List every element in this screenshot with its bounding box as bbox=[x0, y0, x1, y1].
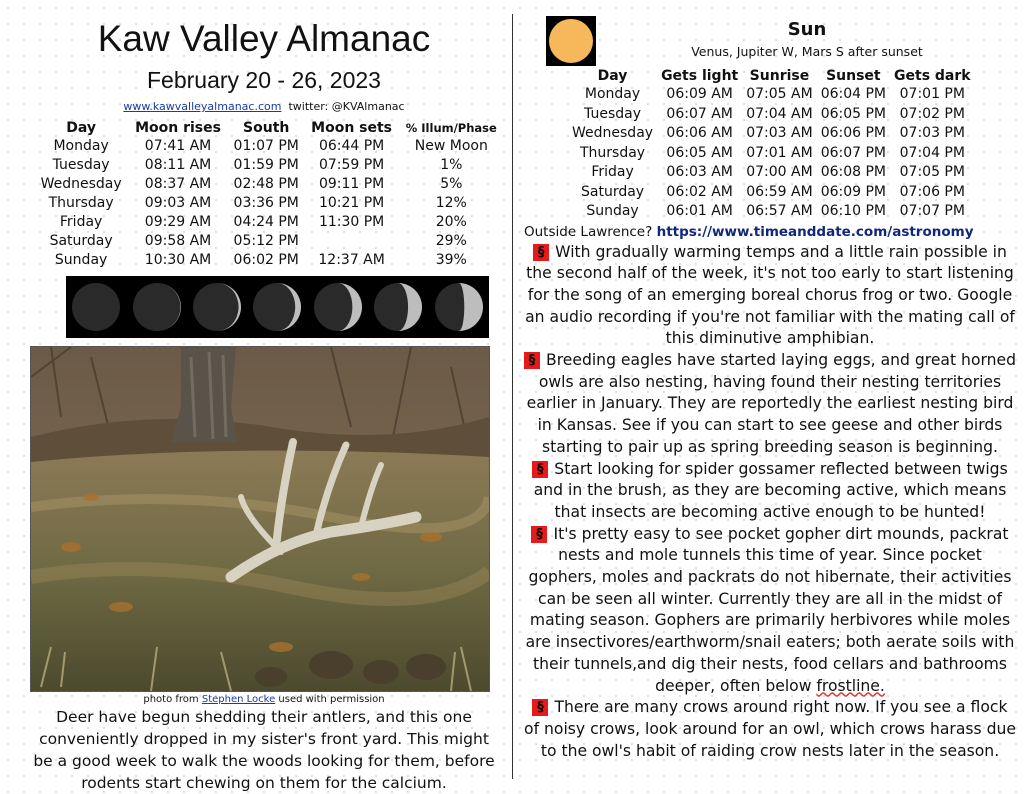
table-row bbox=[34, 175, 504, 194]
outside-lawrence bbox=[524, 224, 1016, 240]
moon-phase-icon bbox=[312, 281, 364, 333]
cell: Thursday bbox=[579, 144, 646, 161]
cell: Monday bbox=[584, 86, 641, 102]
list-item bbox=[524, 350, 1016, 459]
item-text: It's pretty easy to see pocket gopher dirt mounds, packrat nests and mole tunnels this time of year. Since pocket gophers, moles and packrats do not hibernate, their activities can be seen all winter. Currently they are all in the midst of mating season. Gophers are primarily herbivores while moles are insectivores/earthworm/snail eaters; both aerate soils with their tunnels,and dig their nests, food cellars and bathrooms deeper, often below bbox=[525, 524, 1015, 695]
cell: 1% bbox=[440, 157, 463, 173]
col-sunset: Sunset bbox=[826, 68, 881, 84]
col-south: South bbox=[243, 120, 290, 136]
right-column bbox=[524, 8, 1016, 762]
photo-credit bbox=[30, 694, 498, 705]
cell: 01:59 PM bbox=[233, 157, 299, 173]
cell: 09:58 AM bbox=[144, 233, 212, 249]
moon-phase-icon bbox=[372, 281, 424, 333]
table-row bbox=[34, 137, 504, 156]
cell: 07:07 PM bbox=[899, 203, 965, 219]
cell: 02:48 PM bbox=[233, 176, 299, 192]
cell: 08:37 AM bbox=[144, 176, 212, 192]
table-row bbox=[572, 124, 979, 144]
cell: 07:04 PM bbox=[899, 144, 965, 161]
cell: New Moon bbox=[414, 138, 488, 154]
cell: 11:30 PM bbox=[318, 214, 385, 230]
col-illum-phase: % Illum/Phase bbox=[405, 121, 497, 135]
twitter-handle: twitter: @KVAlmanac bbox=[288, 100, 405, 113]
outside-label: Outside Lawrence? bbox=[524, 223, 653, 240]
cell: 06:09 PM bbox=[820, 183, 887, 200]
cell: 06:07 PM bbox=[820, 144, 887, 161]
col-sunrise: Sunrise bbox=[749, 68, 810, 84]
cell: 07:03 AM bbox=[746, 125, 813, 141]
cell: 07:01 PM bbox=[899, 86, 965, 102]
cell: 07:03 PM bbox=[899, 125, 965, 141]
cell: 06:06 PM bbox=[820, 125, 887, 141]
list-item bbox=[524, 697, 1016, 762]
cell: 06:10 PM bbox=[820, 203, 887, 219]
cell: 07:05 AM bbox=[746, 86, 813, 102]
antler-photo bbox=[30, 346, 490, 692]
cell: 06:09 AM bbox=[666, 86, 733, 102]
cell: 01:07 PM bbox=[233, 138, 299, 154]
photographer-link[interactable]: Stephen Locke bbox=[201, 694, 276, 705]
cell: Tuesday bbox=[52, 157, 110, 173]
cell: 06:44 PM bbox=[318, 138, 385, 154]
table-row bbox=[34, 232, 504, 251]
section-bullet-icon: § bbox=[531, 526, 547, 543]
moon-phase-icon bbox=[131, 281, 183, 333]
cell: Saturday bbox=[49, 233, 113, 249]
date-range: February 20 - 26, 2023 bbox=[147, 67, 381, 93]
table-row bbox=[572, 85, 979, 105]
cell: 10:21 PM bbox=[318, 195, 385, 211]
cell: Friday bbox=[591, 164, 634, 180]
almanac-items bbox=[524, 242, 1016, 763]
cell: 08:11 AM bbox=[144, 157, 212, 173]
col-moon-sets: Moon sets bbox=[311, 120, 393, 136]
cell: 09:29 AM bbox=[144, 214, 212, 230]
cell bbox=[305, 232, 399, 251]
table-row bbox=[572, 163, 979, 183]
cell: Sunday bbox=[586, 203, 639, 219]
col-day: Day bbox=[66, 120, 96, 136]
cell: 07:02 PM bbox=[899, 105, 965, 122]
cell: 06:04 PM bbox=[820, 86, 887, 102]
cell: 09:11 PM bbox=[318, 176, 385, 192]
cell: 07:05 PM bbox=[899, 164, 965, 180]
moon-table bbox=[34, 119, 504, 270]
cell: 07:01 AM bbox=[746, 144, 813, 161]
table-row bbox=[572, 105, 979, 125]
list-item bbox=[524, 524, 1016, 698]
cell: 39% bbox=[435, 252, 467, 268]
cell: 04:24 PM bbox=[233, 214, 299, 230]
table-row bbox=[34, 213, 504, 232]
cell: Monday bbox=[53, 138, 109, 154]
moon-phase-strip bbox=[66, 276, 489, 338]
credit-prefix: photo from bbox=[143, 694, 199, 705]
moon-phase-icon bbox=[251, 281, 303, 333]
cell: 06:57 AM bbox=[746, 203, 813, 219]
cell: 10:30 AM bbox=[144, 252, 212, 268]
cell: 5% bbox=[440, 176, 463, 192]
section-bullet-icon: § bbox=[532, 461, 548, 478]
cell: Wednesday bbox=[40, 176, 122, 192]
section-bullet-icon: § bbox=[533, 244, 549, 261]
cell: 06:05 AM bbox=[666, 144, 733, 161]
moon-phase-icon bbox=[433, 281, 485, 333]
cell: 06:59 AM bbox=[746, 183, 813, 200]
web-links bbox=[30, 100, 498, 113]
cell: Tuesday bbox=[584, 105, 642, 122]
cell: 05:12 PM bbox=[233, 233, 299, 249]
list-item bbox=[524, 459, 1016, 524]
cell: 20% bbox=[435, 214, 467, 230]
section-bullet-icon: § bbox=[524, 352, 540, 369]
cell: 07:06 PM bbox=[899, 183, 965, 200]
antler-photo-image bbox=[31, 347, 489, 691]
item-text: There are many crows around right now. If you see a flock of noisy crows, look around for an owl, which crows harass due to the owl's habit of raiding crow nests later in the season. bbox=[524, 698, 1016, 760]
table-row bbox=[34, 156, 504, 175]
cell: Sunday bbox=[54, 252, 108, 268]
cell: Saturday bbox=[580, 183, 645, 200]
column-divider bbox=[512, 14, 513, 779]
cell: 06:02 AM bbox=[666, 183, 733, 200]
table-row bbox=[34, 194, 504, 213]
cell: 06:05 PM bbox=[820, 105, 887, 122]
sun-title: Sun bbox=[787, 19, 827, 40]
cell: 06:01 AM bbox=[666, 203, 733, 219]
credit-suffix: used with permission bbox=[278, 694, 385, 705]
cell: 06:06 AM bbox=[666, 125, 733, 141]
sun-table bbox=[572, 67, 979, 222]
cell: 12:37 AM bbox=[318, 252, 385, 268]
cell: 07:41 AM bbox=[144, 138, 212, 154]
left-column bbox=[30, 8, 498, 794]
cell: 12% bbox=[435, 195, 467, 211]
cell: Wednesday bbox=[572, 125, 654, 141]
spellcheck-word: frostline. bbox=[816, 676, 885, 695]
col-day: Day bbox=[597, 68, 628, 84]
cell: 06:02 PM bbox=[233, 252, 299, 268]
table-row bbox=[572, 144, 979, 164]
cell: 06:03 AM bbox=[666, 164, 733, 180]
cell: 07:00 AM bbox=[746, 164, 813, 180]
planets-note: Venus, Jupiter W, Mars S after sunset bbox=[691, 44, 923, 59]
item-text: Start looking for spider gossamer reflected between twigs and in the brush, as they are becoming active, which means that insects are becoming active enough to be hunted! bbox=[533, 459, 1008, 521]
timeanddate-link[interactable]: https://www.timeanddate.com/astronomy bbox=[656, 223, 974, 240]
col-moon-rises: Moon rises bbox=[135, 120, 221, 136]
cell: 07:59 PM bbox=[318, 157, 385, 173]
cell: 29% bbox=[435, 233, 467, 249]
cell: 06:08 PM bbox=[820, 164, 887, 180]
photo-caption: Deer have begun shedding their antlers, and this one conveniently dropped in my sister's front yard. This might be a good week to walk the woods looking for them, before rodents start chewing on them for the calcium. bbox=[33, 708, 495, 792]
table-row bbox=[572, 202, 979, 222]
section-bullet-icon: § bbox=[532, 699, 548, 716]
list-item bbox=[524, 242, 1016, 351]
cell: 06:07 AM bbox=[666, 105, 733, 122]
moon-phase-icon bbox=[70, 281, 122, 333]
cell: Thursday bbox=[48, 195, 114, 211]
sun-table-header bbox=[572, 67, 979, 85]
col-gets-dark: Gets dark bbox=[894, 68, 971, 84]
sun-icon bbox=[546, 16, 596, 66]
col-gets-light: Gets light bbox=[661, 68, 739, 84]
item-text: With gradually warming temps and a little rain possible in the second half of the week, it's not too early to start listening for the song of an emerging boreal chorus frog or two. Google an audio recording if you're not familiar with the mating call of this diminutive amphibian. bbox=[525, 242, 1015, 348]
cell: 03:36 PM bbox=[233, 195, 299, 211]
cell: 07:04 AM bbox=[746, 105, 813, 122]
table-row bbox=[572, 183, 979, 203]
cell: 09:03 AM bbox=[144, 195, 212, 211]
table-row bbox=[34, 251, 504, 270]
moon-phase-icon bbox=[191, 281, 243, 333]
moon-table-header bbox=[34, 119, 504, 137]
page-title: Kaw Valley Almanac bbox=[97, 18, 431, 59]
cell: Friday bbox=[59, 214, 103, 230]
website-link[interactable]: www.kawvalleyalmanac.com bbox=[123, 100, 282, 113]
item-text: Breeding eagles have started laying eggs, and great horned owls are also nesting, having found their nesting territories earlier in January. They are reportedly the earliest nesting bird in Kansas. See if you can start to see geese and other birds starting to pair up as spring breeding season is beginning. bbox=[526, 351, 1016, 456]
